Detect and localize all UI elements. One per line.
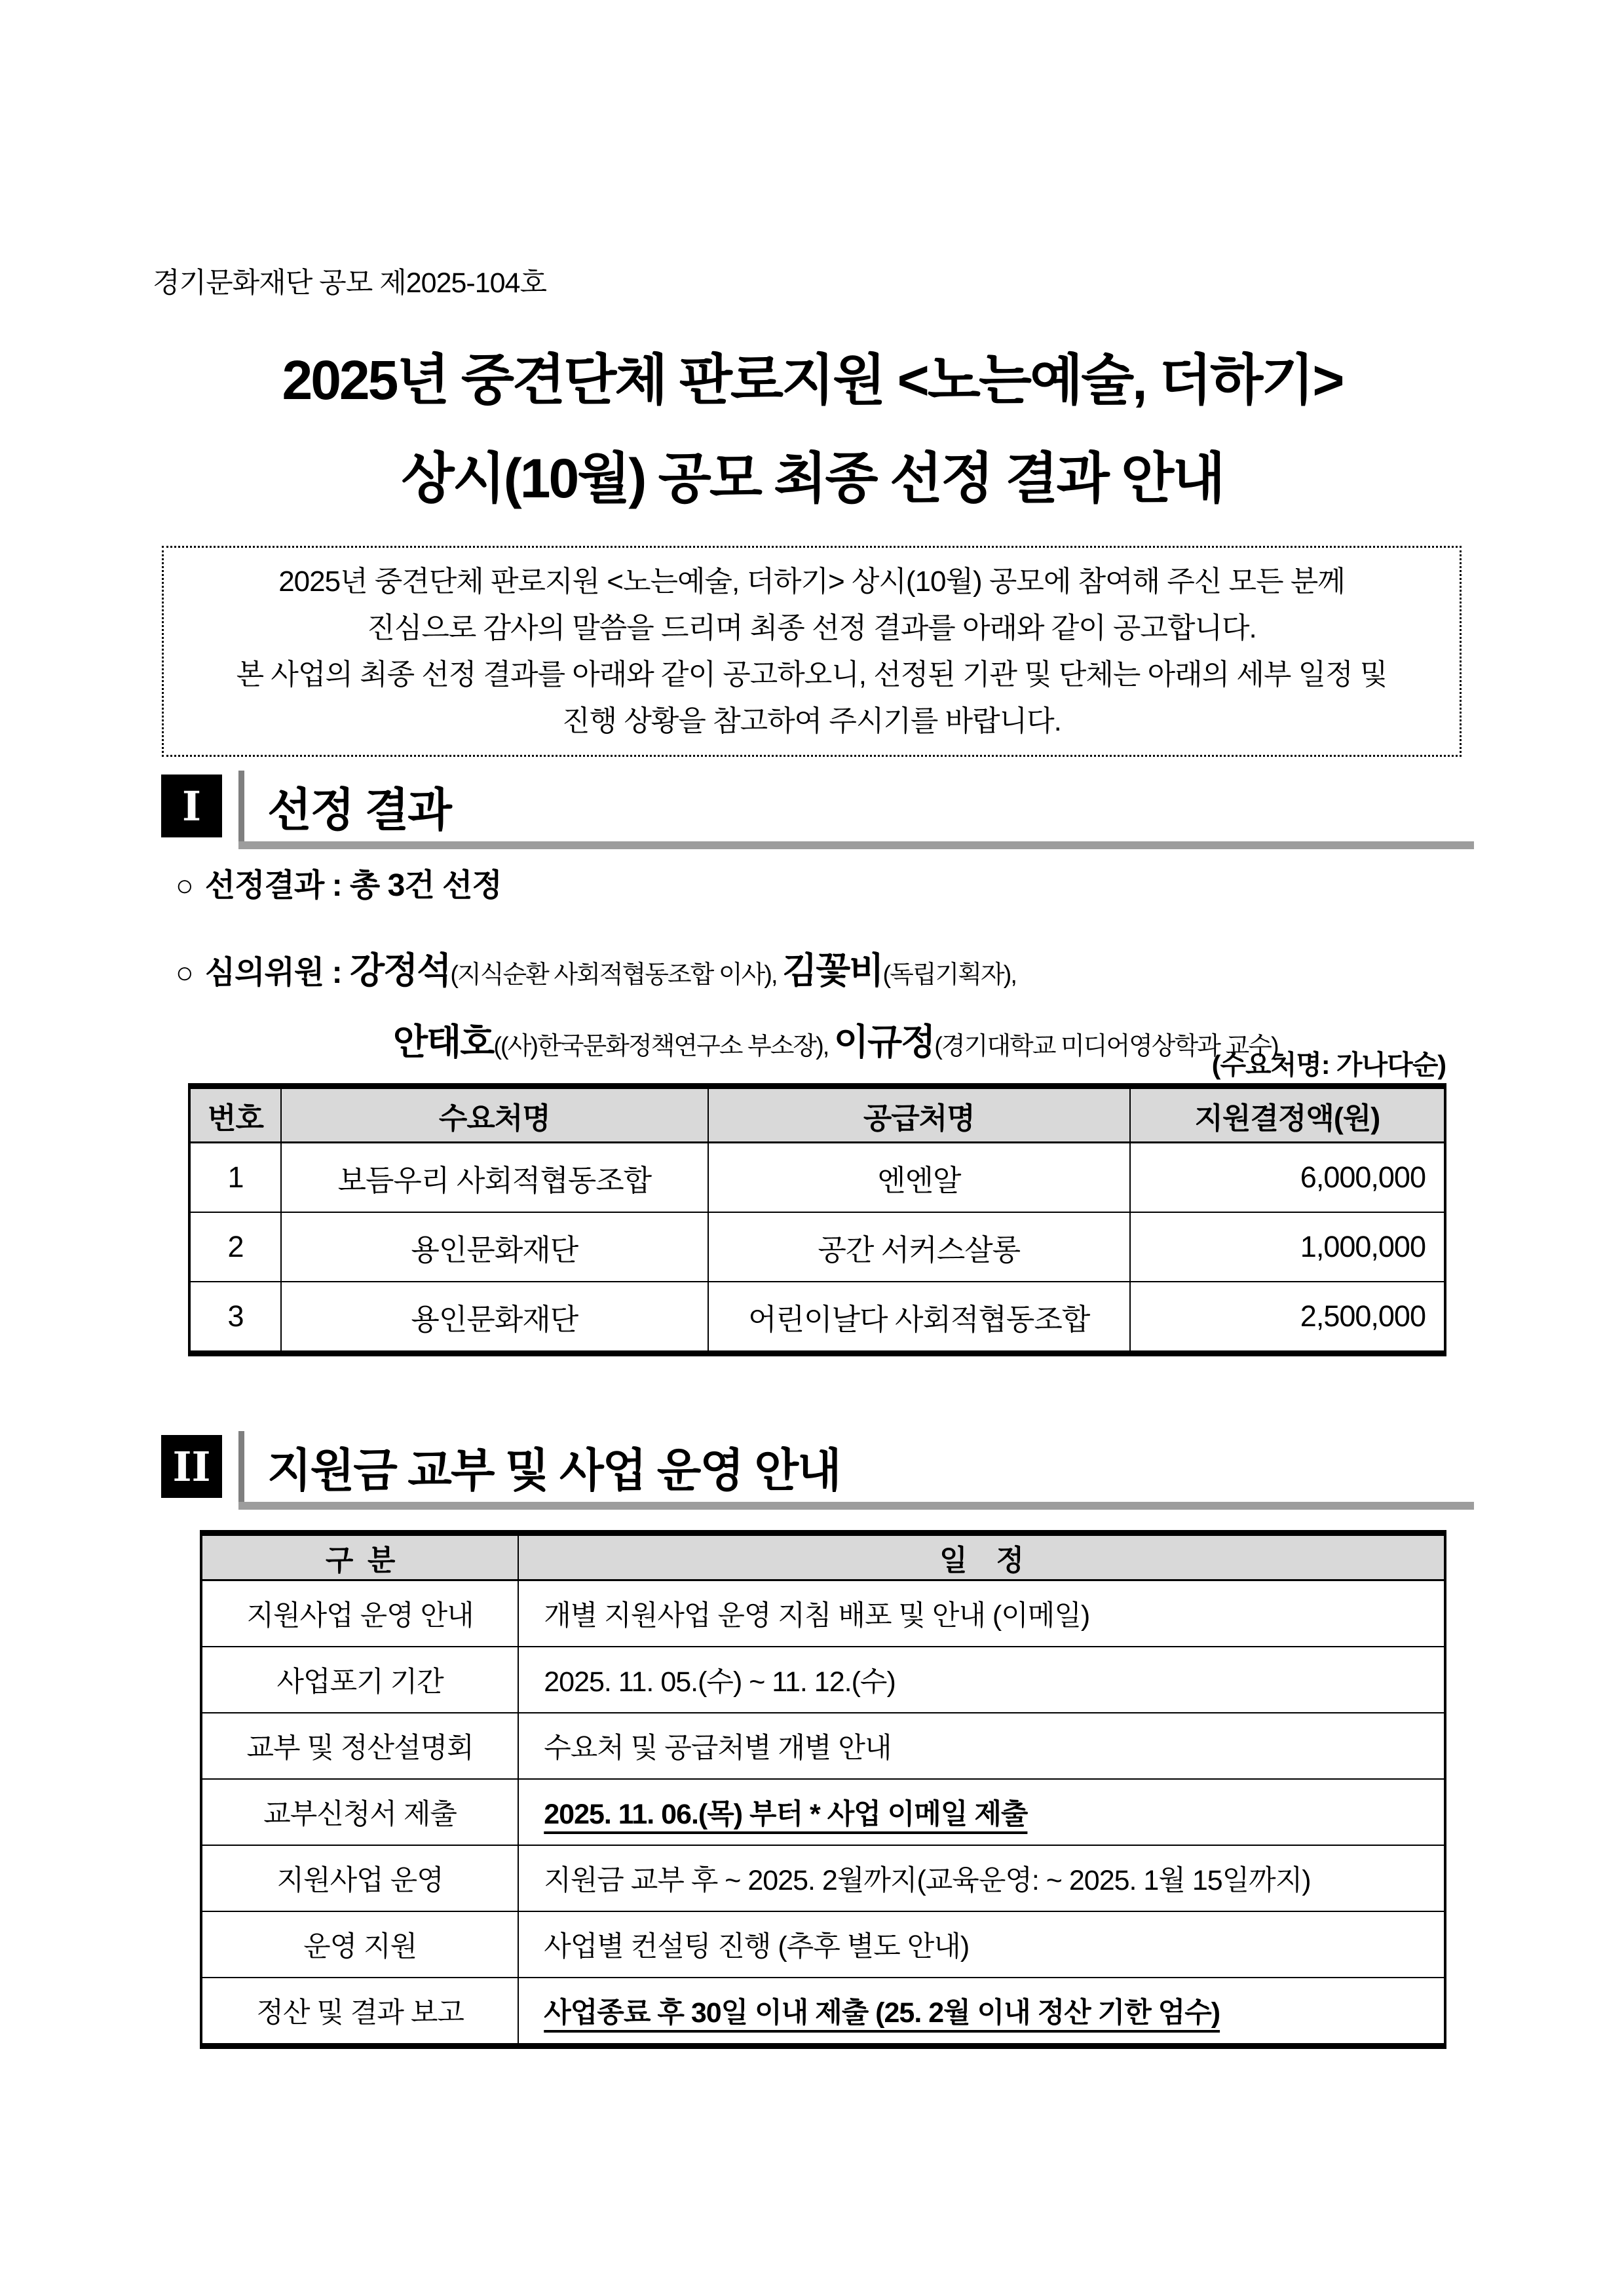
jury-member-name: 김꽃비: [782, 950, 883, 991]
selection-results-table: [188, 1083, 1446, 1356]
cell-amount: 1,000,000: [1130, 1212, 1445, 1282]
table-row: [201, 1911, 1445, 1978]
jury-member-affiliation: (지식순환 사회적협동조합 이사),: [450, 961, 783, 989]
intro-line: 본 사업의 최종 선정 결과를 아래와 같이 공고하오니, 선정된 기관 및 단체는 아래의 세부 일정 및: [236, 659, 1388, 691]
jury-label: 심의위원 :: [204, 955, 350, 990]
selection-result-text: 선정결과 : 총 3건 선정: [204, 868, 502, 903]
heading-underline: [238, 841, 1474, 849]
cell-category: 교부신청서 제출: [201, 1779, 518, 1845]
cell-category: 사업포기 기간: [201, 1647, 518, 1713]
heading-underline: [238, 1502, 1474, 1510]
jury-member-name: 안태호: [393, 1022, 494, 1062]
section2-heading-text: 지원금 교부 및 사업 운영 안내: [267, 1444, 840, 1496]
table-header-row: [189, 1086, 1445, 1143]
circle-bullet-icon: ○: [176, 868, 193, 902]
header-no: 번호: [189, 1086, 281, 1143]
table-row: [189, 1212, 1445, 1282]
cell-amount: 2,500,000: [1130, 1282, 1445, 1354]
intro-line: 2025년 중견단체 판로지원 <노는예술, 더하기> 상시(10월) 공모에 참여해 주신 모든 분께: [278, 565, 1345, 598]
heading-vertical-rule: [238, 771, 244, 841]
jury-member-affiliation: ((사)한국문화정책연구소 부소장),: [493, 1033, 834, 1060]
section2-numeral-box: II: [161, 1435, 222, 1498]
table-row: [201, 1978, 1445, 2046]
header-supply: 공급처명: [708, 1086, 1130, 1143]
cell-schedule: 지원금 교부 후 ~ 2025. 2월까지(교육운영: ~ 2025. 1월 15일까지): [518, 1845, 1445, 1911]
table-row: [189, 1282, 1445, 1354]
cell-schedule: 수요처 및 공급처별 개별 안내: [518, 1713, 1445, 1779]
cell-schedule: 사업별 컨설팅 진행 (추후 별도 안내): [518, 1911, 1445, 1978]
selection-summary: [176, 860, 1479, 1065]
doc-number: 경기문화재단 공모 제2025-104호: [153, 267, 546, 299]
table-row: [189, 1143, 1445, 1213]
cell-schedule: 2025. 11. 06.(목) 부터 * 사업 이메일 제출: [518, 1779, 1445, 1845]
bullet-jury: [176, 942, 1479, 993]
cell-category: 지원사업 운영: [201, 1845, 518, 1911]
cell-schedule: 개별 지원사업 운영 지침 배포 및 안내 (이메일): [518, 1580, 1445, 1647]
intro-line: 진심으로 감사의 말씀을 드리며 최종 선정 결과를 아래와 같이 공고합니다.: [367, 612, 1256, 644]
cell-no: 3: [189, 1282, 281, 1354]
header-demand: 수요처명: [281, 1086, 708, 1143]
table-header-row: [201, 1533, 1445, 1580]
cell-category: 정산 및 결과 보고: [201, 1978, 518, 2046]
section1-numeral-box: I: [161, 775, 222, 837]
jury-member-affiliation: (독립기획자),: [882, 961, 1016, 989]
title-line-2: 상시(10월) 공모 최종 선정 결과 안내: [401, 448, 1224, 509]
intro-box: [162, 546, 1462, 757]
cell-no: 2: [189, 1212, 281, 1282]
jury-member-name: 이규정: [833, 1022, 935, 1062]
cell-amount: 6,000,000: [1130, 1143, 1445, 1213]
header-schedule: 일 정: [518, 1533, 1445, 1580]
section1-heading: [161, 775, 1474, 860]
header-category: 구 분: [201, 1533, 518, 1580]
table-row: [201, 1580, 1445, 1647]
circle-bullet-icon: ○: [176, 955, 193, 989]
table-row: [201, 1647, 1445, 1713]
cell-schedule: 사업종료 후 30일 이내 제출 (25. 2월 이내 정산 기한 엄수): [518, 1978, 1445, 2046]
header-amount: 지원결정액(원): [1130, 1086, 1445, 1143]
section2-heading: [161, 1435, 1474, 1520]
schedule-table: [200, 1530, 1446, 2049]
cell-demand: 보듬우리 사회적협동조합: [281, 1143, 708, 1213]
cell-category: 지원사업 운영 안내: [201, 1580, 518, 1647]
cell-category: 운영 지원: [201, 1911, 518, 1978]
cell-supply: 어린이날다 사회적협동조합: [708, 1282, 1130, 1354]
table-row: [201, 1713, 1445, 1779]
table-row: [201, 1779, 1445, 1845]
cell-supply: 공간 서커스살롱: [708, 1212, 1130, 1282]
jury-member-name: 강정석: [349, 950, 451, 991]
cell-schedule: 2025. 11. 05.(수) ~ 11. 12.(수): [518, 1647, 1445, 1713]
cell-supply: 엔엔알: [708, 1143, 1130, 1213]
bullet-selection-result: [176, 860, 1479, 905]
cell-no: 1: [189, 1143, 281, 1213]
intro-line: 진행 상황을 참고하여 주시기를 바랍니다.: [562, 705, 1061, 737]
table-row: [201, 1845, 1445, 1911]
page-title: [151, 331, 1474, 527]
heading-vertical-rule: [238, 1431, 244, 1502]
cell-demand: 용인문화재단: [281, 1282, 708, 1354]
sort-order-note: (수요처명: 가나다순): [1211, 1050, 1446, 1080]
cell-category: 교부 및 정산설명회: [201, 1713, 518, 1779]
title-line-1: 2025년 중견단체 판로지원 <노는예술, 더하기>: [282, 349, 1343, 411]
cell-demand: 용인문화재단: [281, 1212, 708, 1282]
section1-heading-text: 선정 결과: [267, 784, 451, 835]
jury-member-affiliation: (경기대학교 미디어영상학과 교수): [934, 1033, 1278, 1060]
